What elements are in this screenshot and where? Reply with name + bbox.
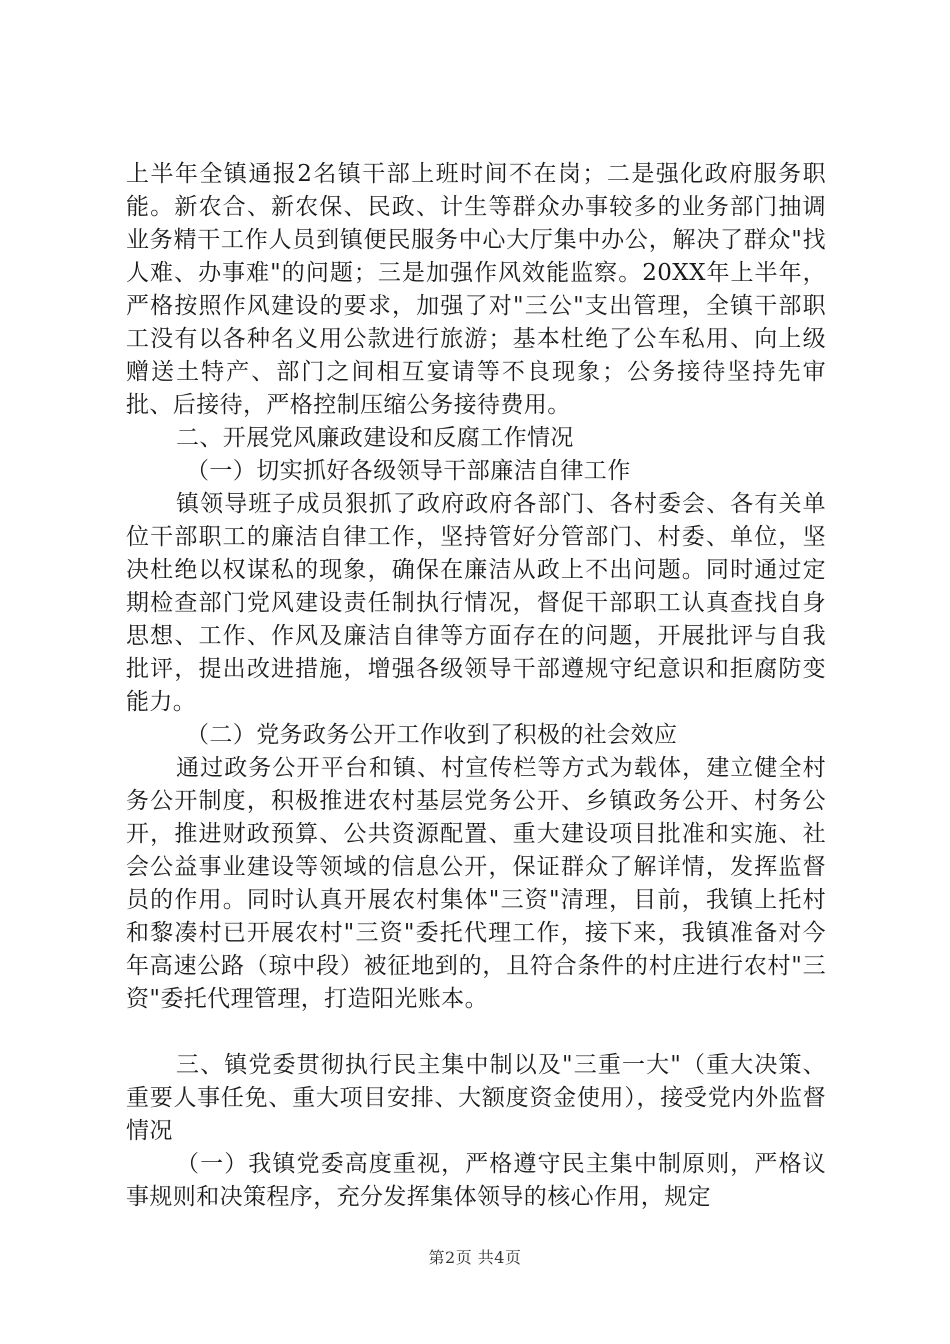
section-heading-2: 二、开展党风廉政建设和反腐工作情况 <box>176 425 574 451</box>
paragraph-openness: 通过政务公开平台和镇、村宣传栏等方式为载体，建立健全村务公开制度，积极推进农村基层党务公开、乡镇政务公开、村务公开，推进财政预算、公共资源配置、重大建设项目批准和实施、社会公益事业建设等领域的信息公开，保证群众了解详情，发挥监督员的作用。同时认真开展农村集体"三资"清理，目前，我镇上托村和黎凑村已开展农村"三资"委托代理工作，接下来，我镇准备对今年高速公路（琼中段）被征地到的，且符合条件的村庄进行农村"三资"委托代理管理，打造阳光账本。 <box>126 755 826 1012</box>
page-number-footer: 第2页 共4页 <box>428 1248 522 1267</box>
paragraph-continuation: 上半年全镇通报2名镇干部上班时间不在岗；二是强化政府服务职能。新农合、新农保、民政、计生等群众办事较多的业务部门抽调业务精干工作人员到镇便民服务中心大厅集中办公，解决了群众"找人难、办事难"的问题；三是加强作风效能监察。20XX年上半年，严格按照作风建设的要求，加强了对"三公"支出管理，全镇干部职工没有以各种名义用公款进行旅游；基本杜绝了公车私用、向上级赠送土特产、部门之间相互宴请等不良现象；公务接待坚持先审批、后接待，严格控制压缩公务接待费用。 <box>126 161 826 418</box>
document-body <box>126 158 826 1214</box>
subsection-heading-2-1: （一）切实抓好各级领导干部廉洁自律工作 <box>186 458 631 484</box>
section-heading-3: 三、镇党委贯彻执行民主集中制以及"三重一大"（重大决策、重要人事任免、重大项目安排、大额度资金使用），接受党内外监督情况 <box>126 1052 826 1144</box>
paragraph-democratic-centralism: （一）我镇党委高度重视，严格遵守民主集中制原则，严格议事规则和决策程序，充分发挥集体领导的核心作用，规定 <box>126 1151 826 1210</box>
subsection-heading-2-2: （二）党务政务公开工作收到了积极的社会效应 <box>186 722 678 748</box>
paragraph-self-discipline: 镇领导班子成员狠抓了政府政府各部门、各村委会、各有关单位干部职工的廉洁自律工作，坚持管好分管部门、村委、单位，坚决杜绝以权谋私的现象，确保在廉洁从政上不出问题。同时通过定期检查部门党风建设责任制执行情况，督促干部职工认真查找自身思想、工作、作风及廉洁自律等方面存在的问题，开展批评与自我批评，提出改进措施，增强各级领导干部遵规守纪意识和拒腐防变能力。 <box>126 491 826 715</box>
